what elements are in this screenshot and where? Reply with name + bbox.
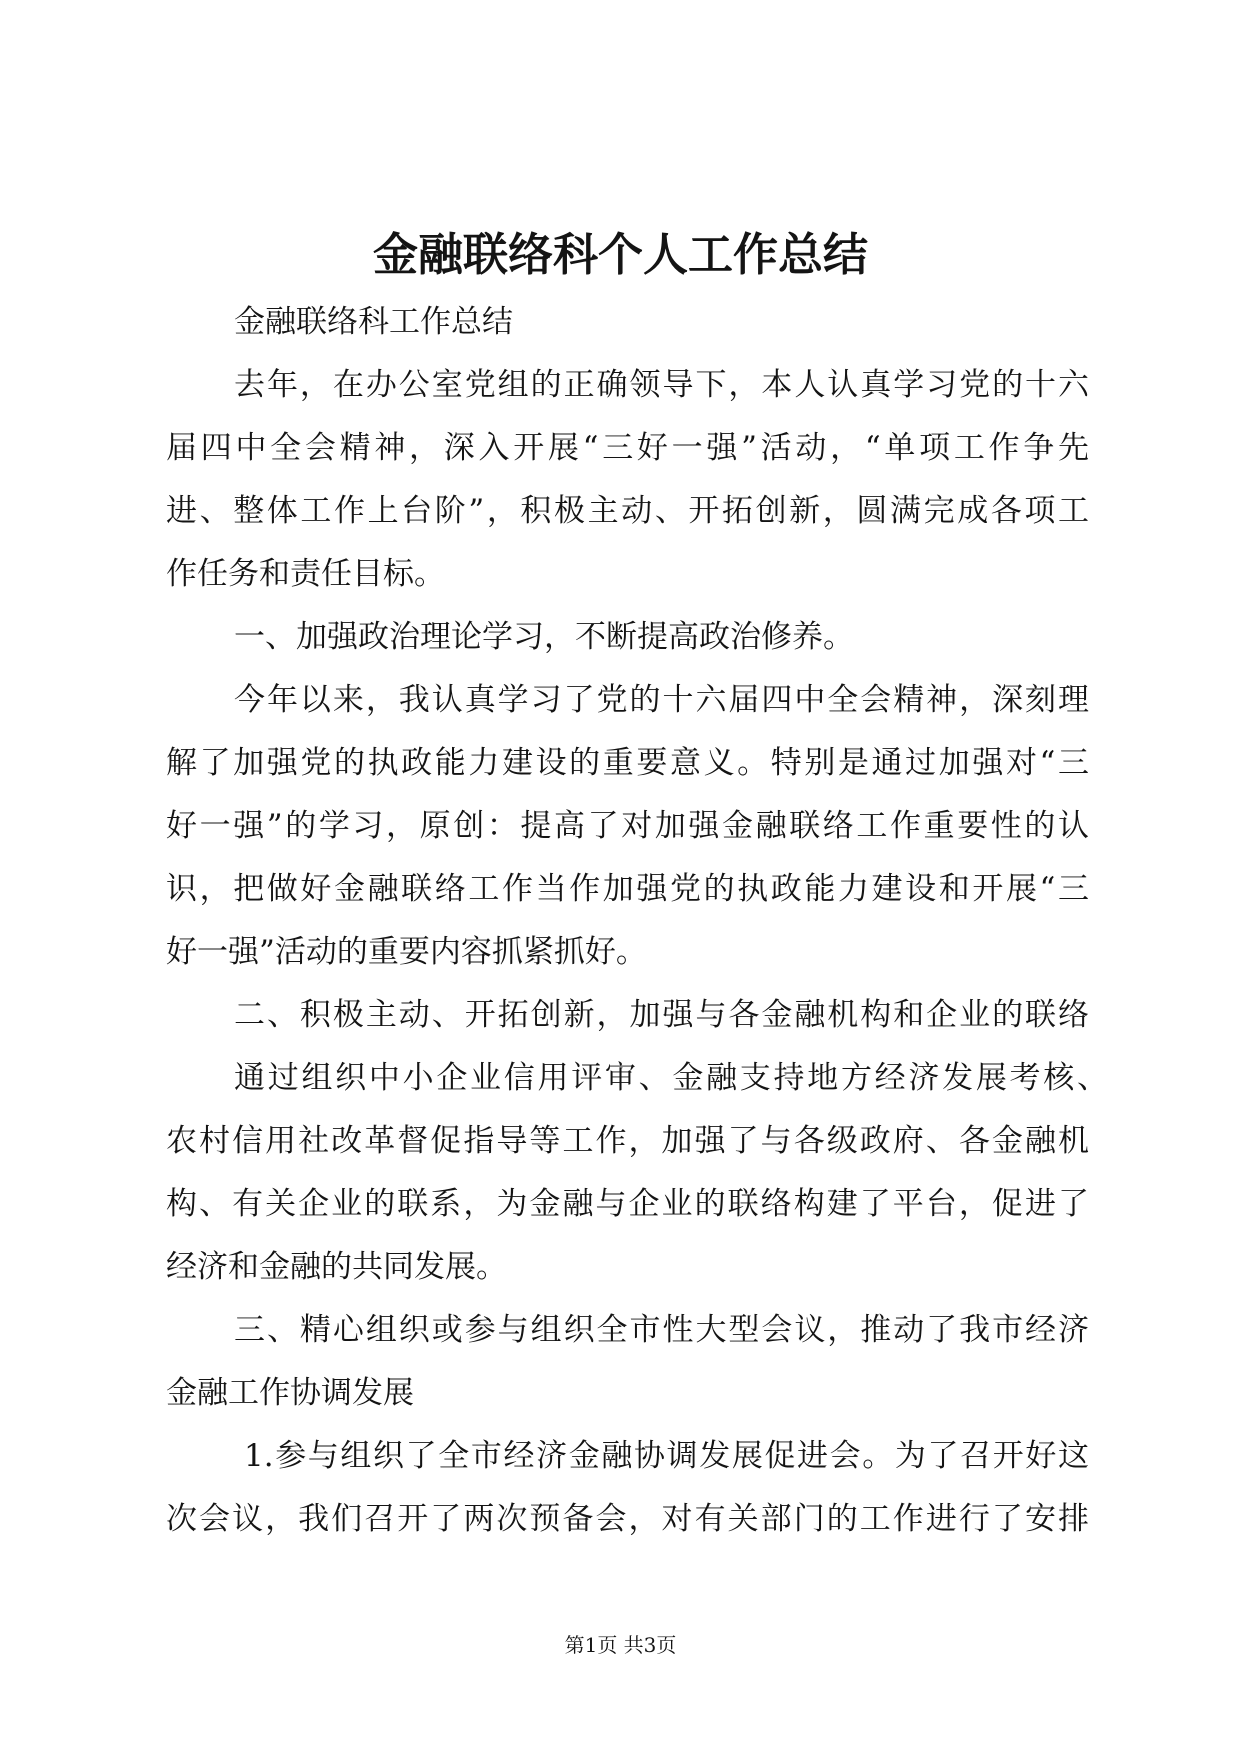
paragraph	[166, 606, 1089, 669]
page-title: 金融联络科个人工作总结	[372, 228, 868, 281]
paragraph	[166, 984, 1089, 1047]
body-line: 农村信用社改革督促指导等工作，加强了与各级政府、各金融机	[166, 1123, 1089, 1159]
body-line: 今年以来，我认真学习了党的十六届四中全会精神，深刻理	[234, 682, 1089, 718]
body-line: 好一强”活动的重要内容抓紧抓好。	[166, 934, 647, 970]
body-line: 进、整体工作上台阶”，积极主动、开拓创新，圆满完成各项工	[166, 493, 1089, 529]
body-line: 识，把做好金融联络工作当作加强党的执政能力建设和开展“三	[166, 871, 1089, 907]
body-line: 届四中全会精神，深入开展“三好一强”活动，“单项工作争先	[166, 430, 1089, 466]
body-line: 金融工作协调发展	[166, 1375, 414, 1411]
body-line: 二、积极主动、开拓创新，加强与各金融机构和企业的联络	[234, 997, 1089, 1033]
body-line: 1.参与组织了全市经济金融协调发展促进会。为了召开好这	[244, 1438, 1089, 1474]
body-line: 去年，在办公室党组的正确领导下，本人认真学习党的十六	[234, 367, 1089, 403]
body-line: 金融联络科工作总结	[234, 304, 513, 340]
body-line: 作任务和责任目标。	[166, 556, 445, 592]
page-footer: 第1页 共3页	[564, 1633, 677, 1657]
paragraph	[166, 1047, 1108, 1299]
paragraph	[166, 1425, 1089, 1551]
body-line: 通过组织中小企业信用评审、金融支持地方经济发展考核、	[234, 1060, 1108, 1096]
body-line: 构、有关企业的联系，为金融与企业的联络构建了平台，促进了	[166, 1186, 1089, 1222]
paragraph	[166, 291, 1089, 354]
paragraph	[166, 669, 1089, 984]
body-line: 经济和金融的共同发展。	[166, 1249, 507, 1285]
body-line: 三、精心组织或参与组织全市性大型会议，推动了我市经济	[234, 1312, 1089, 1348]
document-body	[166, 291, 1108, 1551]
body-line: 次会议，我们召开了两次预备会，对有关部门的工作进行了安排	[166, 1501, 1089, 1537]
body-line: 解了加强党的执政能力建设的重要意义。特别是通过加强对“三	[166, 745, 1089, 781]
paragraph	[166, 354, 1089, 606]
body-line: 一、加强政治理论学习，不断提高政治修养。	[234, 619, 854, 655]
body-line: 好一强”的学习，原创：提高了对加强金融联络工作重要性的认	[166, 808, 1089, 844]
paragraph	[166, 1299, 1089, 1425]
